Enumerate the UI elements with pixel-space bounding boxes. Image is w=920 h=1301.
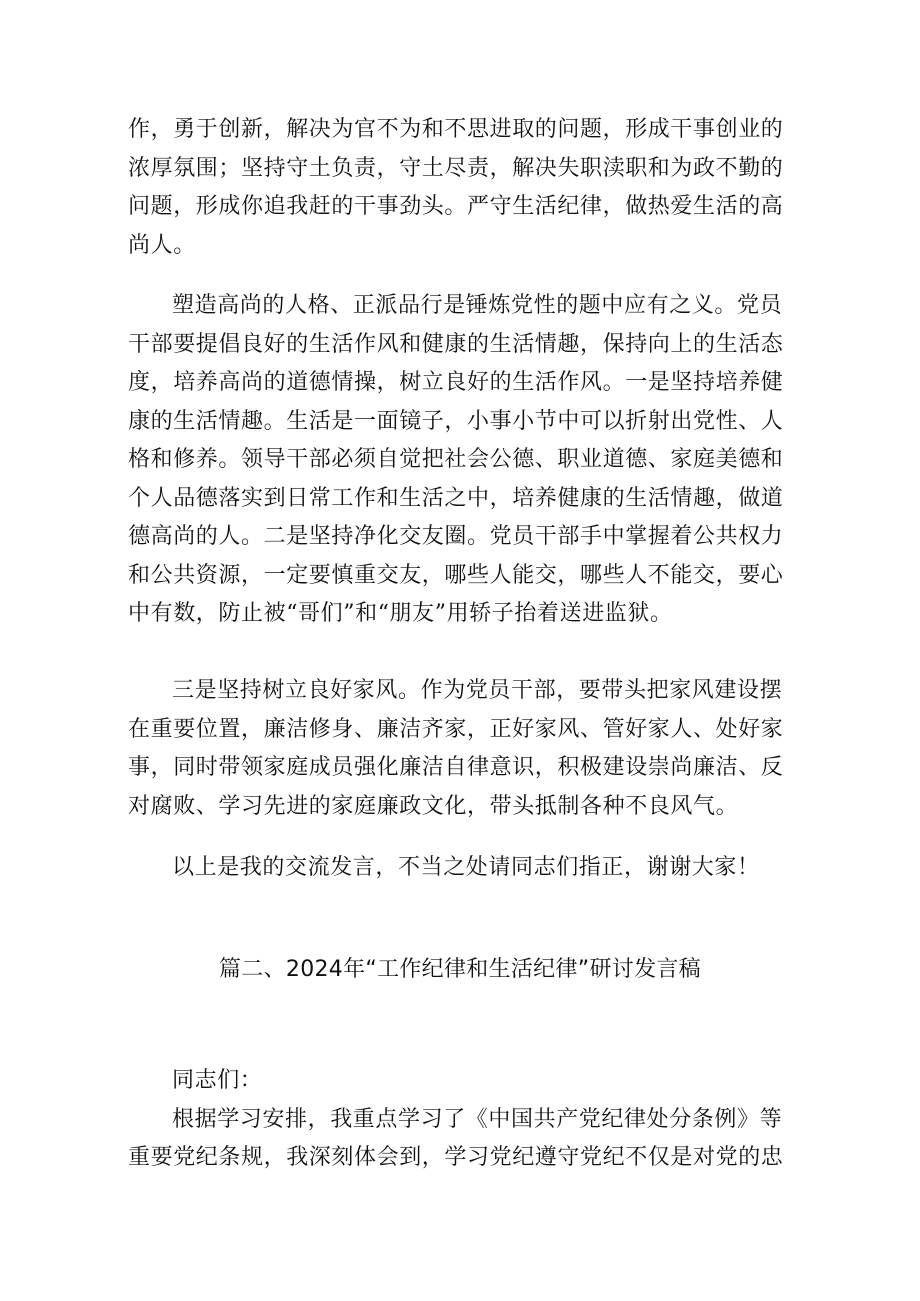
text-line: 和公共资源，一定要慎重交友，哪些人能交，哪些人不能交，要心 bbox=[128, 562, 784, 588]
text-line: 问题，形成你追我赶的干事劲头。严守生活纪律，做热爱生活的高 bbox=[128, 194, 784, 219]
text-line: 尚人。 bbox=[128, 232, 196, 258]
text-line: 作，勇于创新，解决为官不为和不思进取的问题，形成干事创业的 bbox=[128, 117, 784, 142]
text-line: 对腐败、学习先进的家庭廉政文化，带头抵制各种不良风气。 bbox=[128, 793, 739, 819]
text-line: 在重要位置，廉洁修身、廉洁齐家，正好家风、管好家人、处好家 bbox=[128, 716, 784, 742]
text-line: 格和修养。领导干部必须自觉把社会公德、职业道德、家庭美德和 bbox=[128, 447, 784, 472]
paragraph-closing bbox=[128, 849, 796, 888]
text-line: 事，同时带领家庭成员强化廉洁自律意识，积极建设崇尚廉洁、反 bbox=[128, 755, 784, 780]
text-line: 度，培养高尚的道德情操，树立良好的生活作风。一是坚持培养健 bbox=[128, 370, 784, 395]
text-line: 塑造高尚的人格、正派品行是锤炼党性的题中应有之义。党员 bbox=[172, 293, 783, 318]
text-line: 个人品德落实到日常工作和生活之中，培养健康的生活情趣，做道 bbox=[128, 485, 784, 511]
section-heading: 篇二、2024年“工作纪律和生活纪律”研讨发言稿 bbox=[219, 957, 701, 982]
text-line: 重要党纪条规，我深刻体会到，学习党纪遵守党纪不仅是对党的忠 bbox=[128, 1145, 784, 1170]
text-line: 中有数，防止被“哥们”和“朋友”用轿子抬着送进监狱。 bbox=[128, 601, 673, 626]
text-line: 根据学习安排，我重点学习了《中国共产党纪律处分条例》等 bbox=[172, 1106, 783, 1132]
text-line: 以上是我的交流发言，不当之处请同志们指正，谢谢大家！ bbox=[172, 855, 760, 880]
paragraph-noble-character bbox=[128, 287, 796, 634]
text-line: 三是坚持树立良好家风。作为党员干部，要带头把家风建设摆 bbox=[172, 678, 783, 703]
text-line: 康的生活情趣。生活是一面镜子，小事小节中可以折射出党性、人 bbox=[128, 408, 784, 434]
paragraph-speech-opening bbox=[128, 1062, 796, 1178]
paragraph-continuation bbox=[128, 111, 796, 265]
paragraph-family-style bbox=[128, 672, 796, 826]
text-line: 浓厚氛围；坚持守土负责，守土尽责，解决失职渎职和为政不勤的 bbox=[128, 155, 784, 181]
text-line: 德高尚的人。二是坚持净化交友圈。党员干部手中掌握着公共权力 bbox=[128, 524, 784, 549]
text-line: 干部要提倡良好的生活作风和健康的生活情趣，保持向上的生活态 bbox=[128, 331, 784, 357]
salutation: 同志们： bbox=[172, 1068, 263, 1093]
